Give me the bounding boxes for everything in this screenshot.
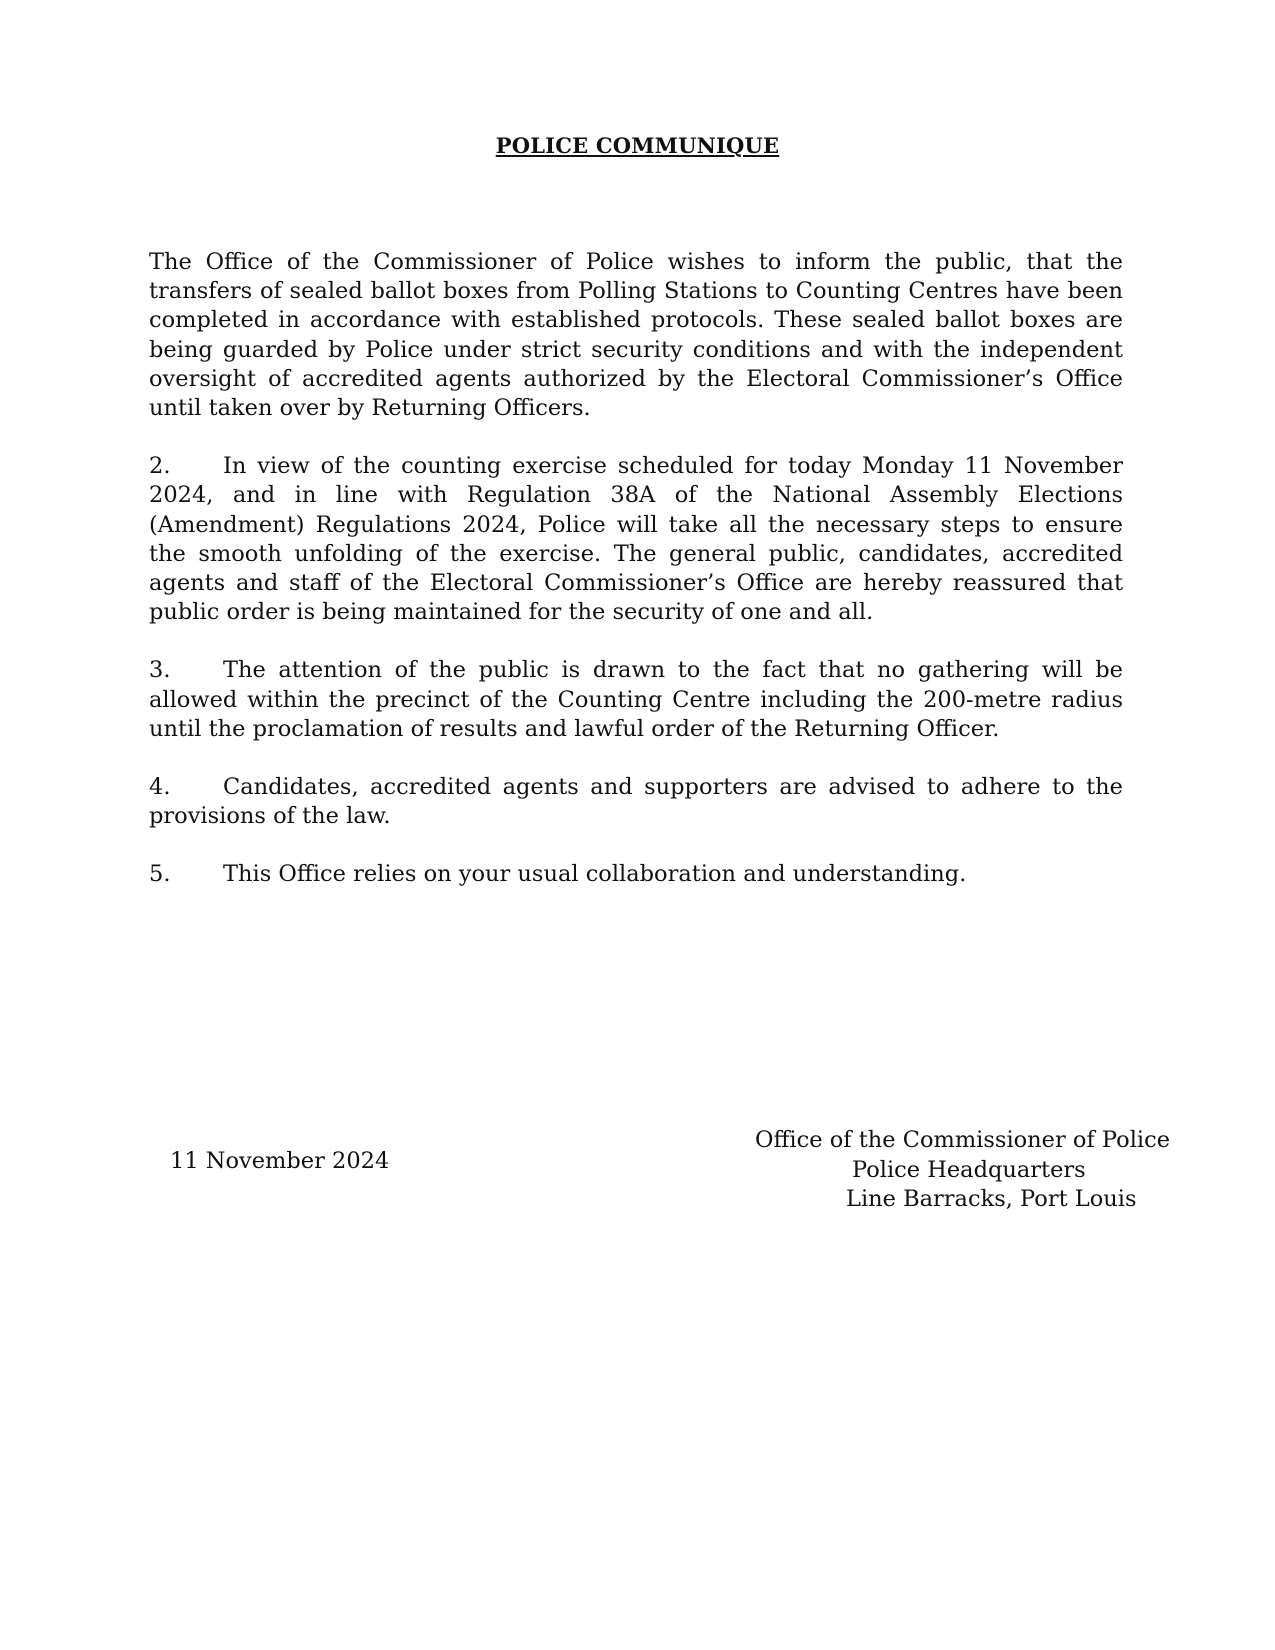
signature-address: Line Barracks, Port Louis	[846, 1186, 1137, 1212]
issue-date: 11 November 2024	[170, 1148, 390, 1174]
paragraph-2-number: 2.	[149, 453, 171, 480]
signature-headquarters: Police Headquarters	[852, 1156, 1086, 1183]
signature-block	[740, 1126, 1210, 1215]
paragraph-4	[149, 773, 1123, 831]
paragraph-1	[149, 248, 1123, 423]
paragraph-4-number: 4.	[149, 774, 171, 801]
signature-office: Office of the Commissioner of Police	[755, 1127, 1171, 1153]
paragraph-2-text: In view of the counting exercise scheduled for today Monday 11 November 2024, and in line with Regulation 38A of the National Assembly Elections (Amendment) Regulations 2024, Police will take all the necessary steps to ensure the smooth unfolding of the exercise. The general public, candidates, accredited agents and staff of the Electoral Commissioner’s Office are hereby reassured that public order is being maintained for the security of one and all.	[149, 453, 1123, 626]
paragraph-5-number: 5.	[149, 861, 171, 888]
paragraph-4-text: Candidates, accredited agents and supporters are advised to adhere to the provisions of the law.	[149, 774, 1123, 830]
paragraph-3-number: 3.	[149, 657, 171, 684]
paragraph-5	[149, 860, 1123, 889]
paragraph-1-text: The Office of the Commissioner of Police wishes to inform the public, that the transfers of sealed ballot boxes from Polling Stations to Counting Centres have been completed in accordance with established protocols. These sealed ballot boxes are being guarded by Police under strict security conditions and with the independent oversight of accredited agents authorized by the Electoral Commissioner’s Office until taken over by Returning Officers.	[149, 249, 1123, 422]
page-title: POLICE COMMUNIQUE	[495, 133, 780, 158]
paragraph-2	[149, 452, 1123, 627]
paragraph-3	[149, 656, 1123, 744]
communique-body	[149, 248, 1123, 919]
paragraph-5-text: This Office relies on your usual collaboration and understanding.	[223, 861, 967, 888]
paragraph-3-text: The attention of the public is drawn to the fact that no gathering will be allowed within the precinct of the Counting Centre including the 200-metre radius until the proclamation of results and lawful order of the Returning Officer.	[149, 657, 1123, 742]
